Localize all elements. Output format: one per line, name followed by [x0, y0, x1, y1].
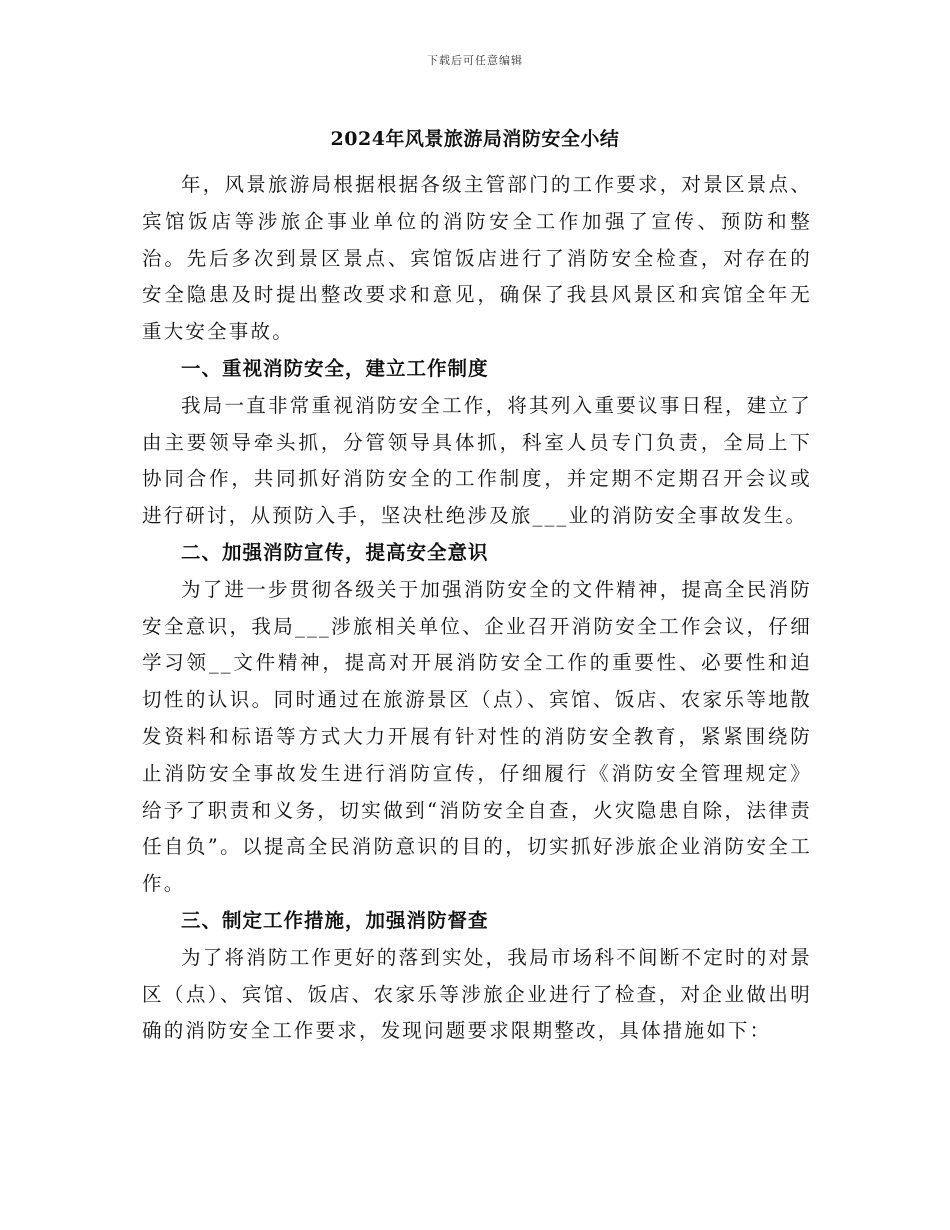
- document-body: [142, 167, 812, 1050]
- section-3-paragraph: 为了将消防工作更好的落到实处，我局市场科不间断不定时的对景区（点）、宾馆、饭店、农家乐等涉旅企业进行了检查，对企业做出明确的消防安全工作要求，发现问题要求限期整改，具体措施如下：: [142, 945, 812, 1043]
- header-note: 下载后可任意编辑: [427, 54, 523, 67]
- intro-paragraph: 年，风景旅游局根据根据各级主管部门的工作要求，对景区景点、宾馆饭店等涉旅企事业单位的消防安全工作加强了宣传、预防和整治。先后多次到景区景点、宾馆饭店进行了消防安全检查，对存在的安全隐患及时提出整改要求和意见，确保了我县风景区和宾馆全年无重大安全事故。: [142, 173, 812, 344]
- section-3-heading: 三、制定工作措施，加强消防督查: [181, 908, 489, 932]
- section-1-paragraph: 我局一直非常重视消防安全工作，将其列入重要议事日程，建立了由主要领导牵头抓，分管领导具体抓，科室人员专门负责，全局上下协同合作，共同抓好消防安全的工作制度，并定期不定期召开会议或进行研讨，从预防入手，坚决杜绝涉及旅___业的消防安全事故发生。: [142, 393, 812, 528]
- section-1-heading: 一、重视消防安全，建立工作制度: [181, 356, 489, 380]
- document-title: 2024年风景旅游局消防安全小结: [330, 128, 620, 150]
- section-2-heading: 二、加强消防宣传，提高安全意识: [181, 540, 489, 564]
- section-2-paragraph: 为了进一步贯彻各级关于加强消防安全的文件精神，提高全民消防安全意识，我局___涉旅相关单位、企业召开消防安全工作会议，仔细学习领__文件精神，提高对开展消防安全工作的重要性、必要性和迫切性的认识。同时通过在旅游景区（点）、宾馆、饭店、农家乐等地散发资料和标语等方式大力开展有针对性的消防安全教育，紧紧围绕防止消防安全事故发生进行消防宣传，仔细履行《消防安全管理规定》给予了职责和义务，切实做到“消防安全自查，火灾隐患自除，法律责任自负”。以提高全民消防意识的目的，切实抓好涉旅企业消防安全工作。: [142, 577, 812, 896]
